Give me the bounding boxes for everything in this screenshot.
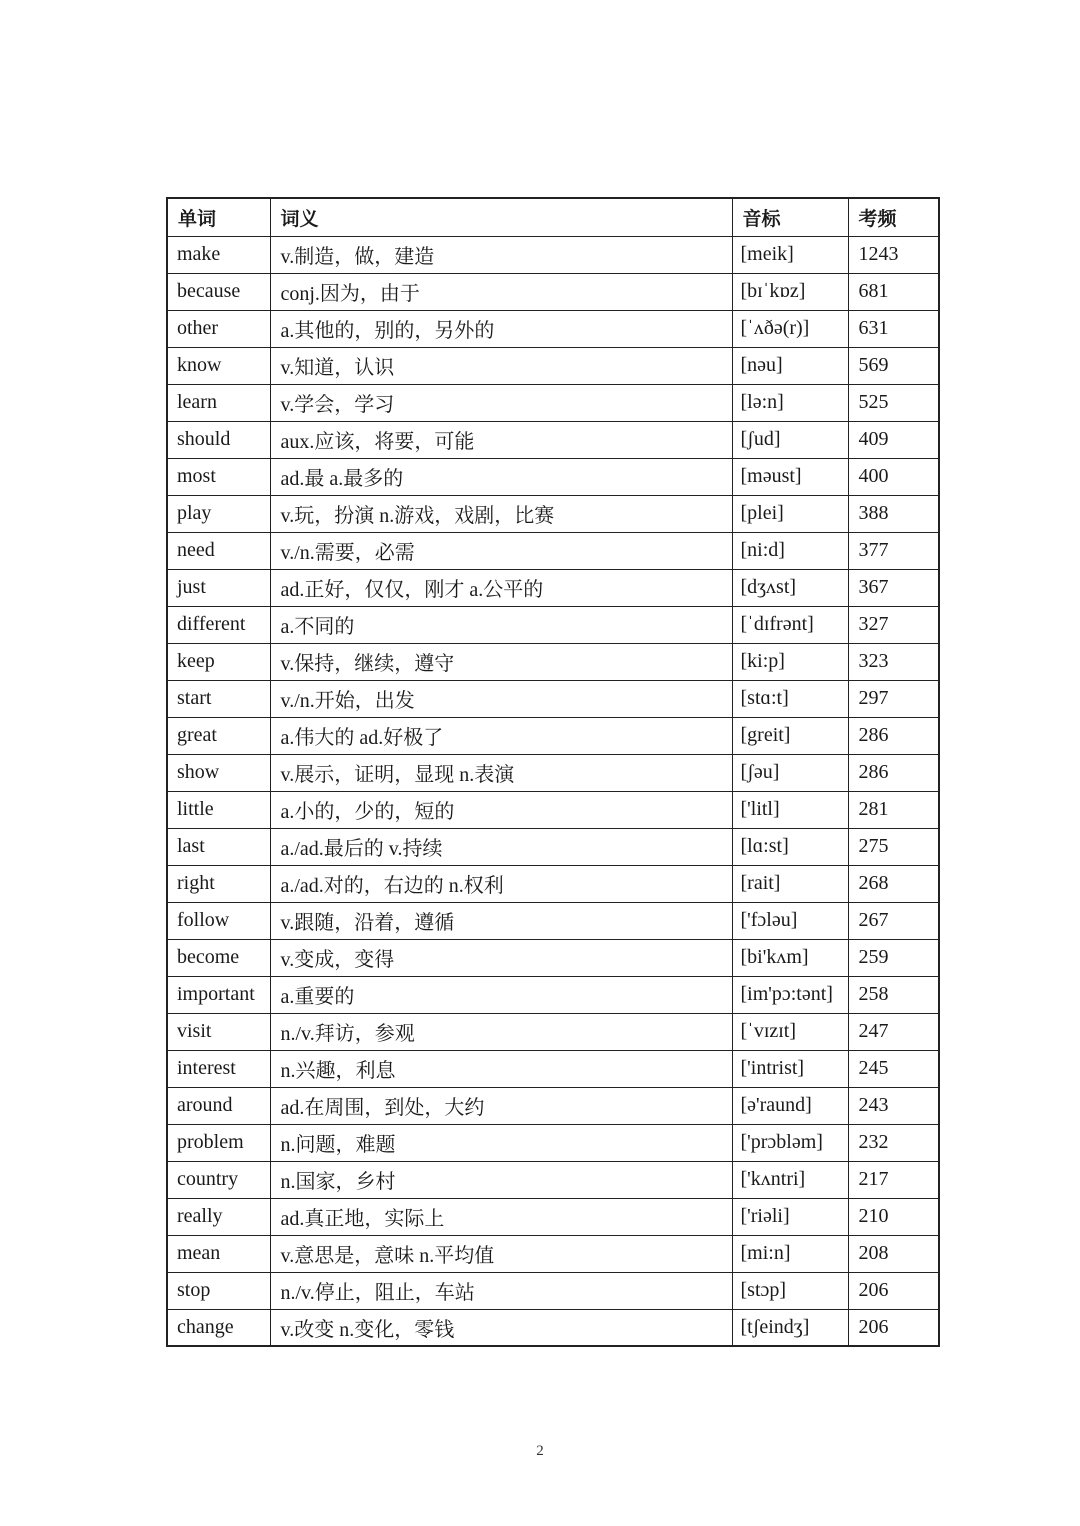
word-cell: know xyxy=(167,347,270,384)
frequency-cell: 327 xyxy=(848,606,939,643)
table-row xyxy=(167,421,939,458)
phonetic-cell: ['fɔləu] xyxy=(732,902,848,939)
word-cell: follow xyxy=(167,902,270,939)
meaning-cell: n./v.拜访，参观 xyxy=(270,1013,732,1050)
phonetic-cell: [ʃud] xyxy=(732,421,848,458)
phonetic-cell: [məust] xyxy=(732,458,848,495)
meaning-cell: v./n.需要，必需 xyxy=(270,532,732,569)
meaning-cell: a.伟大的 ad.好极了 xyxy=(270,717,732,754)
phonetic-cell: [stɔp] xyxy=(732,1272,848,1309)
phonetic-cell: ['litl] xyxy=(732,791,848,828)
phonetic-cell: [tʃeindʒ] xyxy=(732,1309,848,1346)
meaning-cell: a.重要的 xyxy=(270,976,732,1013)
frequency-cell: 258 xyxy=(848,976,939,1013)
word-cell: really xyxy=(167,1198,270,1235)
phonetic-cell: [ki:p] xyxy=(732,643,848,680)
frequency-cell: 247 xyxy=(848,1013,939,1050)
meaning-cell: v.改变 n.变化，零钱 xyxy=(270,1309,732,1346)
table-row xyxy=(167,902,939,939)
meaning-cell: aux.应该，将要，可能 xyxy=(270,421,732,458)
word-cell: become xyxy=(167,939,270,976)
word-cell: show xyxy=(167,754,270,791)
table-row xyxy=(167,1309,939,1346)
meaning-cell: v.玩，扮演 n.游戏，戏剧，比赛 xyxy=(270,495,732,532)
frequency-cell: 259 xyxy=(848,939,939,976)
phonetic-cell: [bɪˈkɒz] xyxy=(732,273,848,310)
frequency-cell: 367 xyxy=(848,569,939,606)
meaning-cell: ad.真正地，实际上 xyxy=(270,1198,732,1235)
frequency-cell: 208 xyxy=(848,1235,939,1272)
table-row xyxy=(167,643,939,680)
frequency-cell: 206 xyxy=(848,1272,939,1309)
phonetic-cell: [stɑ:t] xyxy=(732,680,848,717)
word-cell: change xyxy=(167,1309,270,1346)
frequency-cell: 377 xyxy=(848,532,939,569)
word-cell: visit xyxy=(167,1013,270,1050)
word-cell: keep xyxy=(167,643,270,680)
frequency-cell: 1243 xyxy=(848,236,939,273)
word-cell: right xyxy=(167,865,270,902)
frequency-cell: 400 xyxy=(848,458,939,495)
table-row xyxy=(167,458,939,495)
phonetic-cell: [ˈʌðə(r)] xyxy=(732,310,848,347)
table-row xyxy=(167,569,939,606)
frequency-cell: 323 xyxy=(848,643,939,680)
phonetic-cell: [meik] xyxy=(732,236,848,273)
table-row xyxy=(167,717,939,754)
header-phonetic: 音标 xyxy=(732,198,848,236)
table-row xyxy=(167,828,939,865)
frequency-cell: 388 xyxy=(848,495,939,532)
word-cell: stop xyxy=(167,1272,270,1309)
meaning-cell: n.兴趣，利息 xyxy=(270,1050,732,1087)
word-cell: other xyxy=(167,310,270,347)
meaning-cell: v.展示，证明，显现 n.表演 xyxy=(270,754,732,791)
meaning-cell: v.跟随，沿着，遵循 xyxy=(270,902,732,939)
table-row xyxy=(167,754,939,791)
frequency-cell: 217 xyxy=(848,1161,939,1198)
table-row xyxy=(167,1272,939,1309)
frequency-cell: 286 xyxy=(848,754,939,791)
table-row xyxy=(167,236,939,273)
table-header-row xyxy=(167,198,939,236)
word-cell: problem xyxy=(167,1124,270,1161)
phonetic-cell: [mi:n] xyxy=(732,1235,848,1272)
meaning-cell: ad.最 a.最多的 xyxy=(270,458,732,495)
meaning-cell: n./v.停止，阻止，车站 xyxy=(270,1272,732,1309)
table-row xyxy=(167,606,939,643)
vocabulary-table-body xyxy=(167,236,939,1346)
phonetic-cell: ['riəli] xyxy=(732,1198,848,1235)
word-cell: last xyxy=(167,828,270,865)
phonetic-cell: [lɑ:st] xyxy=(732,828,848,865)
table-row xyxy=(167,1124,939,1161)
phonetic-cell: [ˈvɪzɪt] xyxy=(732,1013,848,1050)
word-cell: most xyxy=(167,458,270,495)
table-row xyxy=(167,939,939,976)
phonetic-cell: [ˈdɪfrənt] xyxy=(732,606,848,643)
word-cell: important xyxy=(167,976,270,1013)
frequency-cell: 243 xyxy=(848,1087,939,1124)
table-row xyxy=(167,1161,939,1198)
word-cell: little xyxy=(167,791,270,828)
word-cell: should xyxy=(167,421,270,458)
meaning-cell: n.国家，乡村 xyxy=(270,1161,732,1198)
phonetic-cell: ['prɔbləm] xyxy=(732,1124,848,1161)
table-row xyxy=(167,384,939,421)
frequency-cell: 267 xyxy=(848,902,939,939)
meaning-cell: a.其他的，别的，另外的 xyxy=(270,310,732,347)
header-word: 单词 xyxy=(167,198,270,236)
meaning-cell: v.意思是，意味 n.平均值 xyxy=(270,1235,732,1272)
word-cell: learn xyxy=(167,384,270,421)
frequency-cell: 232 xyxy=(848,1124,939,1161)
meaning-cell: v.变成，变得 xyxy=(270,939,732,976)
frequency-cell: 569 xyxy=(848,347,939,384)
meaning-cell: ad.在周围，到处，大约 xyxy=(270,1087,732,1124)
phonetic-cell: [nəu] xyxy=(732,347,848,384)
frequency-cell: 525 xyxy=(848,384,939,421)
phonetic-cell: [plei] xyxy=(732,495,848,532)
table-row xyxy=(167,310,939,347)
frequency-cell: 409 xyxy=(848,421,939,458)
meaning-cell: conj.因为，由于 xyxy=(270,273,732,310)
table-row xyxy=(167,976,939,1013)
frequency-cell: 281 xyxy=(848,791,939,828)
word-cell: around xyxy=(167,1087,270,1124)
phonetic-cell: [dʒʌst] xyxy=(732,569,848,606)
phonetic-cell: [ʃəu] xyxy=(732,754,848,791)
meaning-cell: a.不同的 xyxy=(270,606,732,643)
meaning-cell: v.保持，继续，遵守 xyxy=(270,643,732,680)
table-row xyxy=(167,865,939,902)
table-row xyxy=(167,347,939,384)
word-cell: start xyxy=(167,680,270,717)
table-row xyxy=(167,273,939,310)
meaning-cell: a./ad.最后的 v.持续 xyxy=(270,828,732,865)
phonetic-cell: ['kʌntri] xyxy=(732,1161,848,1198)
table-row xyxy=(167,1198,939,1235)
meaning-cell: v.学会，学习 xyxy=(270,384,732,421)
meaning-cell: n.问题，难题 xyxy=(270,1124,732,1161)
header-meaning: 词义 xyxy=(270,198,732,236)
table-row xyxy=(167,680,939,717)
phonetic-cell: ['intrist] xyxy=(732,1050,848,1087)
frequency-cell: 631 xyxy=(848,310,939,347)
vocabulary-table xyxy=(166,197,940,1347)
meaning-cell: v.知道，认识 xyxy=(270,347,732,384)
meaning-cell: a.小的，少的，短的 xyxy=(270,791,732,828)
word-cell: different xyxy=(167,606,270,643)
phonetic-cell: [bi'kʌm] xyxy=(732,939,848,976)
page-number: 2 xyxy=(536,1443,544,1459)
frequency-cell: 275 xyxy=(848,828,939,865)
phonetic-cell: [ə'raund] xyxy=(732,1087,848,1124)
frequency-cell: 286 xyxy=(848,717,939,754)
table-row xyxy=(167,1013,939,1050)
word-cell: because xyxy=(167,273,270,310)
phonetic-cell: [im'pɔ:tənt] xyxy=(732,976,848,1013)
table-row xyxy=(167,791,939,828)
table-row xyxy=(167,1050,939,1087)
frequency-cell: 268 xyxy=(848,865,939,902)
word-cell: just xyxy=(167,569,270,606)
frequency-cell: 681 xyxy=(848,273,939,310)
phonetic-cell: [lə:n] xyxy=(732,384,848,421)
table-row xyxy=(167,1087,939,1124)
word-cell: play xyxy=(167,495,270,532)
word-cell: interest xyxy=(167,1050,270,1087)
frequency-cell: 297 xyxy=(848,680,939,717)
frequency-cell: 210 xyxy=(848,1198,939,1235)
meaning-cell: ad.正好，仅仅，刚才 a.公平的 xyxy=(270,569,732,606)
meaning-cell: v.制造，做，建造 xyxy=(270,236,732,273)
table-row xyxy=(167,495,939,532)
phonetic-cell: [rait] xyxy=(732,865,848,902)
phonetic-cell: [ni:d] xyxy=(732,532,848,569)
table-row xyxy=(167,532,939,569)
header-frequency: 考频 xyxy=(848,198,939,236)
word-cell: make xyxy=(167,236,270,273)
meaning-cell: a./ad.对的，右边的 n.权利 xyxy=(270,865,732,902)
word-cell: mean xyxy=(167,1235,270,1272)
table-row xyxy=(167,1235,939,1272)
word-cell: great xyxy=(167,717,270,754)
meaning-cell: v./n.开始，出发 xyxy=(270,680,732,717)
frequency-cell: 245 xyxy=(848,1050,939,1087)
word-cell: need xyxy=(167,532,270,569)
frequency-cell: 206 xyxy=(848,1309,939,1346)
phonetic-cell: [greit] xyxy=(732,717,848,754)
word-cell: country xyxy=(167,1161,270,1198)
